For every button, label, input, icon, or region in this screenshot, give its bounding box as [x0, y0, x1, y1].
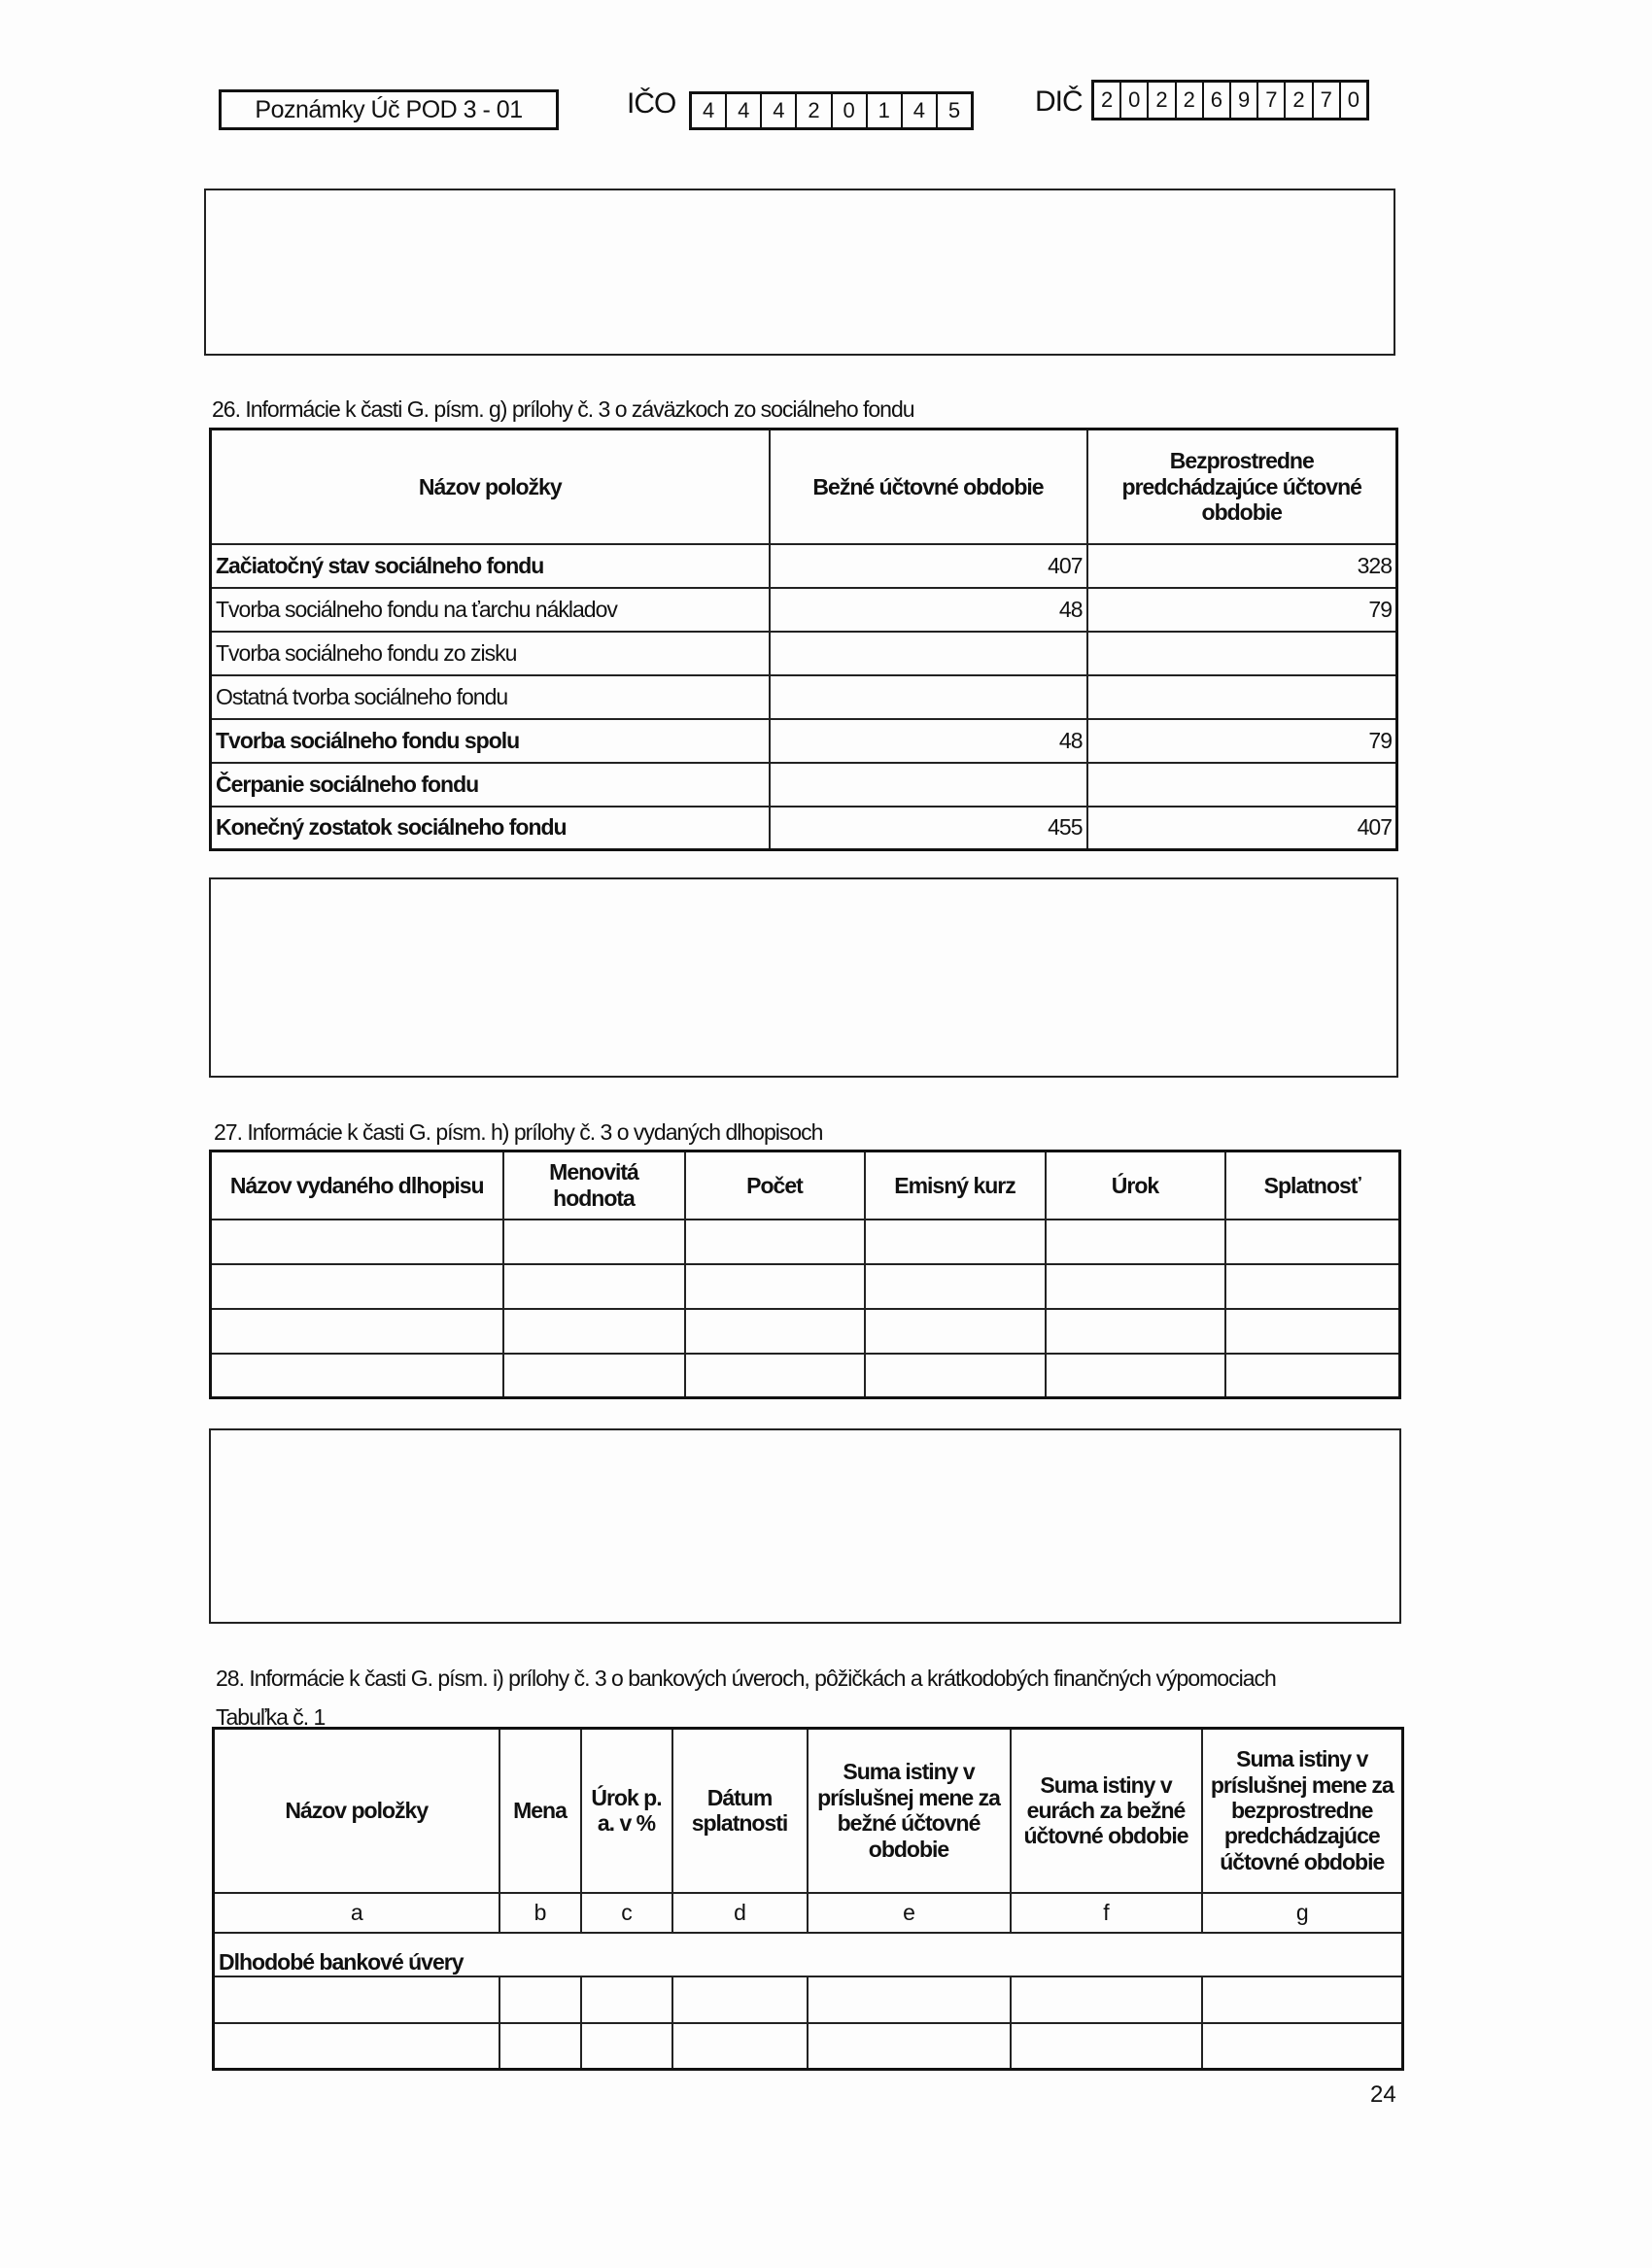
current-period-value: 407 — [770, 544, 1087, 588]
row-label: Tvorba sociálneho fondu zo zisku — [211, 632, 770, 675]
dic-digit: 7 — [1256, 83, 1284, 118]
current-period-value — [770, 763, 1087, 807]
current-period-value: 455 — [770, 807, 1087, 850]
ico-digit: 4 — [901, 94, 936, 127]
col-header-current: Bežné účtovné obdobie — [770, 430, 1087, 544]
empty-cell — [685, 1220, 865, 1264]
column-letter: a — [214, 1893, 499, 1933]
table-row — [211, 763, 1397, 807]
col-header: Suma istiny v príslušnej mene za bežné účtovné obdobie — [808, 1729, 1011, 1893]
col-header: Emisný kurz — [865, 1151, 1046, 1220]
empty-cell — [499, 1976, 581, 2023]
col-header: Suma istiny v eurách za bežné účtovné obdobie — [1011, 1729, 1202, 1893]
column-letter: g — [1202, 1893, 1403, 1933]
empty-cell — [1225, 1309, 1400, 1354]
empty-cell — [581, 2023, 672, 2070]
ico-digit: 0 — [831, 94, 866, 127]
table-row — [211, 1354, 1400, 1398]
col-header: Suma istiny v príslušnej mene za bezprostredne predchádzajúce účtovné obdobie — [1202, 1729, 1403, 1893]
empty-cell — [1046, 1309, 1225, 1354]
empty-cell — [1225, 1264, 1400, 1309]
empty-cell — [1225, 1354, 1400, 1398]
dic-digit: 2 — [1284, 83, 1311, 118]
empty-cell — [865, 1220, 1046, 1264]
column-letter: c — [581, 1893, 672, 1933]
section-28-subtitle: Tabuľka č. 1 — [216, 1704, 326, 1730]
page-number: 24 — [1370, 2081, 1396, 2108]
table-row — [214, 2023, 1403, 2070]
row-label: Tvorba sociálneho fondu spolu — [211, 719, 770, 763]
row-label: Konečný zostatok sociálneho fondu — [211, 807, 770, 850]
notes-box-1 — [204, 189, 1395, 356]
previous-period-value — [1087, 632, 1397, 675]
empty-cell — [214, 2023, 499, 2070]
empty-cell — [865, 1264, 1046, 1309]
previous-period-value: 79 — [1087, 588, 1397, 632]
current-period-value: 48 — [770, 719, 1087, 763]
dic-digit: 7 — [1312, 83, 1339, 118]
table-row — [211, 807, 1397, 850]
empty-cell — [499, 2023, 581, 2070]
empty-cell — [1046, 1264, 1225, 1309]
empty-cell — [1011, 2023, 1202, 2070]
empty-cell — [865, 1354, 1046, 1398]
col-header-name: Názov položky — [211, 430, 770, 544]
column-letter: f — [1011, 1893, 1202, 1933]
empty-cell — [808, 2023, 1011, 2070]
empty-cell — [1046, 1220, 1225, 1264]
empty-cell — [685, 1264, 865, 1309]
dic-digit: 0 — [1339, 83, 1366, 118]
current-period-value — [770, 632, 1087, 675]
ico-digit: 4 — [702, 98, 715, 122]
current-period-value: 48 — [770, 588, 1087, 632]
empty-cell — [1011, 1976, 1202, 2023]
table-row — [211, 719, 1397, 763]
empty-cell — [503, 1354, 685, 1398]
row-label: Ostatná tvorba sociálneho fondu — [211, 675, 770, 719]
previous-period-value: 407 — [1087, 807, 1397, 850]
table-row — [211, 675, 1397, 719]
table-row — [211, 1264, 1400, 1309]
empty-cell — [503, 1309, 685, 1354]
dic-label: DIČ — [1035, 86, 1083, 118]
current-period-value — [770, 675, 1087, 719]
ico-digit: 1 — [866, 94, 901, 127]
col-header: Názov vydaného dlhopisu — [211, 1151, 503, 1220]
empty-cell — [581, 1976, 672, 2023]
previous-period-value — [1087, 675, 1397, 719]
row-label: Začiatočný stav sociálneho fondu — [211, 544, 770, 588]
dic-digit: 0 — [1119, 83, 1147, 118]
empty-cell — [672, 1976, 808, 2023]
empty-cell — [211, 1309, 503, 1354]
column-letter: d — [672, 1893, 808, 1933]
row-label: Čerpanie sociálneho fondu — [211, 763, 770, 807]
empty-cell — [685, 1309, 865, 1354]
form-code: Poznámky Úč POD 3 - 01 — [219, 89, 559, 130]
col-header: Splatnosť — [1225, 1151, 1400, 1220]
empty-cell — [211, 1220, 503, 1264]
section-26-title: 26. Informácie k časti G. písm. g) prílohy č. 3 o záväzkoch zo sociálneho fondu — [212, 396, 914, 422]
col-header: Dátum splatnosti — [672, 1729, 808, 1893]
table-row — [211, 588, 1397, 632]
section-27-title: 27. Informácie k časti G. písm. h) prílohy č. 3 o vydaných dlhopisoch — [214, 1119, 823, 1145]
notes-box-2 — [209, 877, 1398, 1078]
notes-box-3 — [209, 1428, 1401, 1624]
empty-cell — [1225, 1220, 1400, 1264]
ico-digit: 4 — [760, 94, 795, 127]
dic-field — [1091, 80, 1369, 120]
previous-period-value: 79 — [1087, 719, 1397, 763]
social-fund-table — [209, 428, 1398, 851]
bank-loans-table — [212, 1727, 1404, 2071]
ico-digit: 5 — [936, 94, 971, 127]
table-row — [211, 632, 1397, 675]
column-letter: b — [499, 1893, 581, 1933]
group-row-long-term-loans: Dlhodobé bankové úvery — [214, 1933, 1403, 1976]
ico-field — [689, 91, 974, 130]
ico-label: IČO — [627, 87, 676, 120]
bonds-table — [209, 1150, 1401, 1399]
empty-cell — [211, 1354, 503, 1398]
col-header: Názov položky — [214, 1729, 499, 1893]
empty-cell — [1046, 1354, 1225, 1398]
col-header: Úrok — [1046, 1151, 1225, 1220]
empty-cell — [672, 2023, 808, 2070]
empty-cell — [503, 1220, 685, 1264]
empty-cell — [214, 1976, 499, 2023]
empty-cell — [685, 1354, 865, 1398]
table-row — [211, 1309, 1400, 1354]
empty-cell — [1202, 1976, 1403, 2023]
dic-digit: 2 — [1147, 83, 1174, 118]
col-header: Úrok p. a. v % — [581, 1729, 672, 1893]
table-row — [214, 1976, 1403, 2023]
table-row — [211, 1220, 1400, 1264]
ico-digit: 2 — [795, 94, 830, 127]
row-label: Tvorba sociálneho fondu na ťarchu nákladov — [211, 588, 770, 632]
col-header: Menovitá hodnota — [503, 1151, 685, 1220]
col-header: Mena — [499, 1729, 581, 1893]
empty-cell — [1202, 2023, 1403, 2070]
previous-period-value: 328 — [1087, 544, 1397, 588]
ico-digit: 4 — [725, 94, 760, 127]
empty-cell — [808, 1976, 1011, 2023]
dic-digit: 2 — [1175, 83, 1202, 118]
table-row — [211, 544, 1397, 588]
col-header: Počet — [685, 1151, 865, 1220]
empty-cell — [211, 1264, 503, 1309]
dic-digit: 9 — [1229, 83, 1256, 118]
empty-cell — [865, 1309, 1046, 1354]
previous-period-value — [1087, 763, 1397, 807]
section-28-title: 28. Informácie k časti G. písm. i) prílohy č. 3 o bankových úveroch, pôžičkách a krátkodobých finančných výpomociach — [216, 1666, 1276, 1691]
dic-digit: 2 — [1100, 87, 1114, 112]
col-header-previous: Bezprostredne predchádzajúce účtovné obdobie — [1087, 430, 1397, 544]
column-letter: e — [808, 1893, 1011, 1933]
empty-cell — [503, 1264, 685, 1309]
dic-digit: 6 — [1202, 83, 1229, 118]
